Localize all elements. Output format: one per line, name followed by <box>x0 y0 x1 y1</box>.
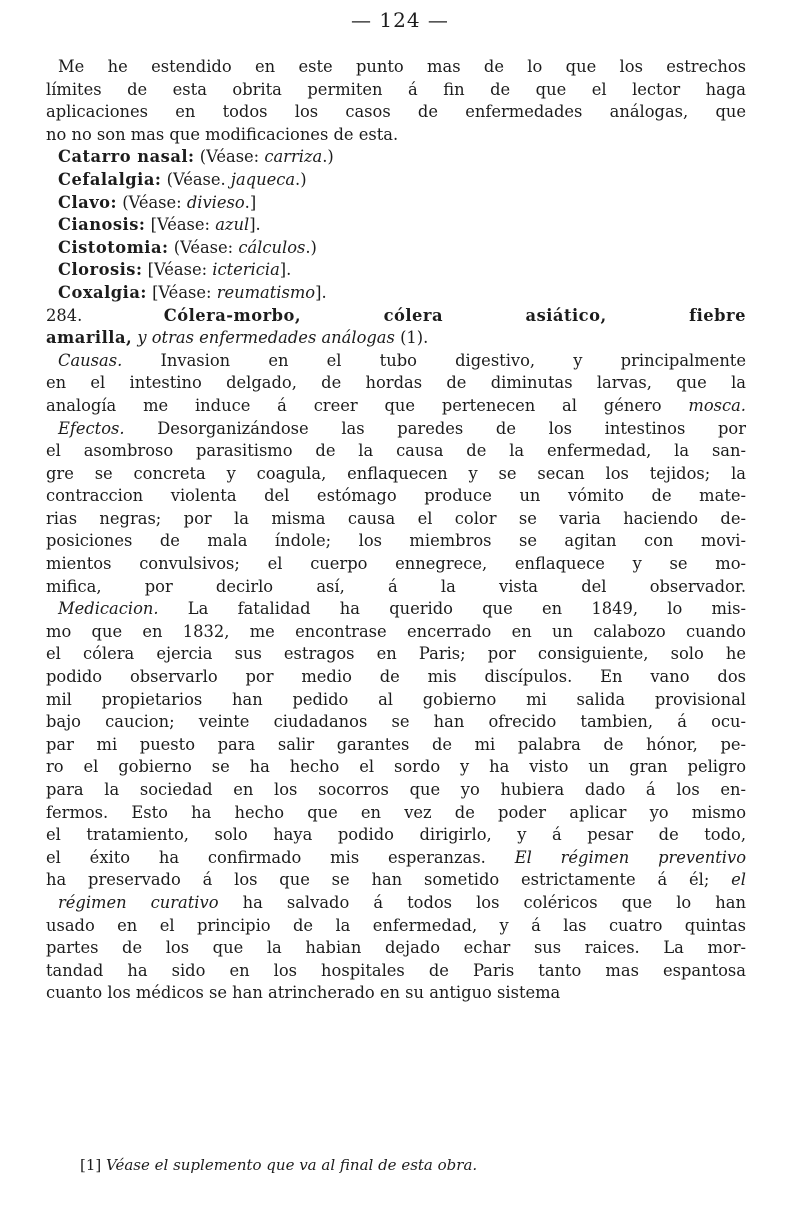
subheading: Causas. <box>58 350 123 370</box>
entry-row <box>46 282 746 305</box>
body-text: analogía me induce á creer que pertenecen al género <box>46 395 689 415</box>
paragraph-line: límites de esta obrita permiten á fin de que el lector haga <box>46 79 746 99</box>
body-line <box>46 779 746 802</box>
entry-row <box>46 146 746 169</box>
body-line <box>46 802 746 825</box>
body-text: podido observarlo por medio de mis discípulos. En vano dos <box>46 667 746 687</box>
body-line <box>46 869 746 892</box>
body-line <box>46 508 746 531</box>
entry-term: Clorosis: <box>58 260 143 280</box>
body-line <box>46 553 746 576</box>
body-text: el éxito ha confirmado mis esperanzas. <box>46 847 515 867</box>
body-text: el asombroso parasitismo de la causa de la enfermedad, la san- <box>46 441 746 461</box>
body-italic-text: el <box>731 870 746 890</box>
body-line <box>46 418 746 441</box>
section-heading <box>46 305 746 328</box>
intro-paragraph <box>46 56 746 146</box>
entry-see: [Véase: <box>142 260 213 280</box>
entry-row <box>46 259 746 282</box>
entry-reference: jaqueca <box>230 169 296 189</box>
body-text: el tratamiento, solo haya podido dirigirlo, y á pesar de todo, <box>46 825 746 845</box>
entry-reference: divieso <box>186 192 245 212</box>
footnote-mark: [1] <box>80 1156 102 1174</box>
body-line <box>46 892 746 915</box>
body-line <box>46 756 746 779</box>
footnote-text: Véase el suplemento que va al final de esta obra. <box>101 1156 478 1174</box>
body-text: ha preservado á los que se han sometido estrictamente á él; <box>46 870 732 890</box>
entry-row <box>46 169 746 192</box>
body-line <box>46 395 746 418</box>
entry-row <box>46 214 746 237</box>
subheading: Efectos. <box>58 418 125 438</box>
subheading: Medicacion. <box>58 599 159 619</box>
entry-reference: reumatismo <box>216 282 316 302</box>
footnote <box>80 1156 477 1174</box>
body-line <box>46 960 746 983</box>
entry-close: .] <box>244 192 257 212</box>
entry-reference: carriza <box>264 147 323 167</box>
body-text: ro el gobierno se ha hecho el sordo y ha visto un gran peligro <box>46 757 746 777</box>
body-line <box>46 689 746 712</box>
body-text: bajo caucion; veinte ciudadanos se han ofrecido tambien, á ocu- <box>46 712 746 732</box>
section-subtitle: y otras enfermedades análogas <box>137 328 395 348</box>
paragraph-line: aplicaciones en todos los casos de enfermedades análogas, que <box>46 102 746 122</box>
body-text: para la sociedad en los socorros que yo hubiera dado á los en- <box>46 780 746 799</box>
entry-term: Cianosis: <box>58 215 146 235</box>
body-text: el cólera ejercia sus estragos en Paris; por consiguiente, solo he <box>46 644 746 664</box>
body-line <box>46 530 746 553</box>
section-title: Cólera-morbo, cólera asiático, fiebre <box>163 305 746 325</box>
body-line <box>46 847 746 870</box>
body-line <box>46 621 746 644</box>
body-text: contraccion violenta del estómago produce un vómito de mate- <box>46 486 746 506</box>
body-line <box>46 937 746 960</box>
entry-term: Coxalgia: <box>58 282 147 302</box>
entry-see: [Véase: <box>145 215 216 235</box>
body-italic-text: mosca. <box>688 395 746 415</box>
body-text: partes de los que la habian dejado echar sus raices. La mor- <box>46 938 746 958</box>
body-italic-text: El régimen preventivo <box>514 847 746 867</box>
body-text: La fatalidad ha querido que en 1849, lo mis- <box>158 599 746 619</box>
section-284 <box>46 305 746 350</box>
entry-term: Cefalalgia: <box>58 169 162 189</box>
entry-see: (Véase: <box>168 237 239 257</box>
body-text: tandad ha sido en los hospitales de Paris tanto mas espantosa <box>46 960 746 980</box>
body-text: rias negras; por la misma causa el color se varia haciendo de- <box>46 508 746 528</box>
body-line <box>46 711 746 734</box>
body-text: Desorganizándose las paredes de los intestinos por <box>124 418 746 438</box>
entry-close: ]. <box>249 215 261 235</box>
body-text: mil propietarios han pedido al gobierno mi salida provisional <box>46 689 746 709</box>
section-number: 284. <box>46 305 83 325</box>
body-text: usado en el principio de la enfermedad, y á las cuatro quintas <box>46 915 746 935</box>
body-line <box>46 982 746 1005</box>
body-line <box>46 643 746 666</box>
entry-reference: azul <box>215 215 250 235</box>
body-line <box>46 485 746 508</box>
body-text: fermos. Esto ha hecho que en vez de poder aplicar yo mismo <box>46 802 746 822</box>
entry-term: Cistotomia: <box>58 237 169 257</box>
entry-row <box>46 237 746 260</box>
entry-see: (Véase. <box>161 169 231 189</box>
body-text: gre se concreta y coagula, enflaquecen y se secan los tejidos; la <box>46 463 746 483</box>
paragraph-line: Me he estendido en este punto mas de lo que los estrechos <box>58 57 746 76</box>
body-text: cuanto los médicos se han atrincherado en su antiguo sistema <box>46 983 561 1003</box>
entry-close: .) <box>305 237 317 257</box>
body-text: en el intestino delgado, de hordas de diminutas larvas, que la <box>46 373 746 393</box>
entry-see: [Véase: <box>146 282 217 302</box>
entry-term: Catarro nasal: <box>58 147 195 167</box>
body-line <box>46 915 746 938</box>
section-284-body <box>46 350 746 1005</box>
entry-see: (Véase: <box>117 192 187 212</box>
entry-close: .) <box>295 169 307 189</box>
body-text: mifica, por decirlo así, á la vista del observador. <box>46 576 746 596</box>
body-text: mientos convulsivos; el cuerpo ennegrece, enflaquece y se mo- <box>46 554 746 574</box>
body-line <box>46 440 746 463</box>
entry-close: ]. <box>315 282 327 302</box>
body-text: Invasion en el tubo digestivo, y principalmente <box>122 350 746 370</box>
entry-reference: ictericia <box>212 260 280 280</box>
body-line <box>46 576 746 599</box>
body-line <box>46 734 746 757</box>
footnote-reference: (1). <box>400 328 429 348</box>
entry-close: .) <box>322 147 334 167</box>
page-number: — 124 — <box>351 8 449 32</box>
section-title-continued: amarilla, <box>46 328 133 348</box>
body-line <box>46 666 746 689</box>
section-heading-continued <box>46 327 746 350</box>
cross-reference-list <box>46 146 746 304</box>
body-text: par mi puesto para salir garantes de mi palabra de hónor, pe- <box>46 734 746 754</box>
entry-see: (Véase: <box>194 147 265 167</box>
body-text: mo que en 1832, me encontrase encerrado en un calabozo cuando <box>46 621 746 641</box>
subheading: régimen curativo <box>58 892 219 912</box>
body-line <box>46 598 746 621</box>
body-text: posiciones de mala índole; los miembros se agitan con movi- <box>46 531 746 551</box>
body-line <box>46 463 746 486</box>
text-block <box>46 56 746 1005</box>
body-line <box>46 824 746 847</box>
entry-close: ]. <box>279 260 292 280</box>
body-line <box>46 350 746 373</box>
body-line <box>46 372 746 395</box>
body-text: ha salvado á todos los coléricos que lo han <box>218 892 746 912</box>
entry-row <box>46 192 746 215</box>
paragraph-line: no no son mas que modificaciones de esta. <box>46 124 399 144</box>
entry-reference: cálculos <box>238 237 306 257</box>
entry-term: Clavo: <box>58 192 118 212</box>
